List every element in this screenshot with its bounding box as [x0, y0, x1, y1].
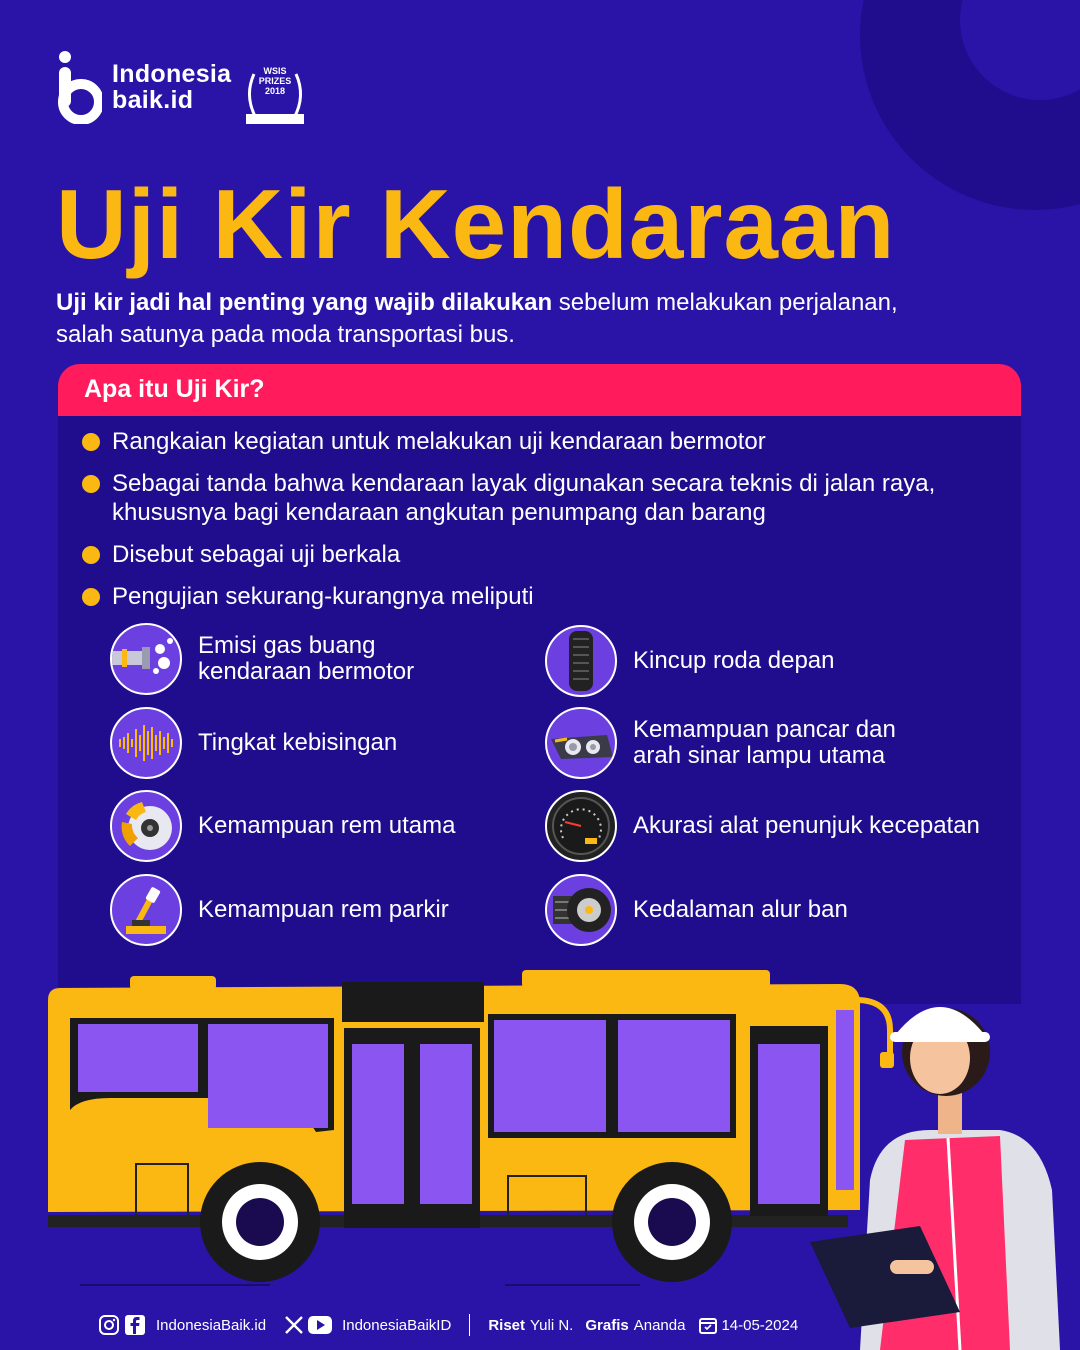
logo-text-line2: baik.id	[112, 86, 194, 114]
page-title: Uji Kir Kendaraan	[56, 169, 896, 279]
bullet-list	[82, 427, 1012, 624]
publish-date: 14-05-2024	[721, 1316, 799, 1334]
list-item: Rangkaian kegiatan untuk melakukan uji kendaraan bermotor	[82, 427, 1012, 456]
bullet-dot-icon	[82, 433, 100, 451]
list-item: Pengujian sekurang-kurangnya meliputi	[82, 582, 1012, 611]
footer-divider	[469, 1314, 470, 1336]
award-line-2: PRIZES	[258, 76, 292, 86]
intro-bold: Uji kir jadi hal penting yang wajib dilakukan	[56, 289, 553, 316]
graphic-label: Grafis	[585, 1316, 629, 1334]
indonesiabaik-logo-icon	[56, 50, 102, 124]
handbrake-icon	[110, 874, 182, 946]
test-item-emission	[110, 623, 458, 695]
list-item: Disebut sebagai uji berkala	[82, 540, 1012, 569]
soundwave-icon	[110, 707, 182, 779]
brake-disc-icon	[110, 790, 182, 862]
bullet-dot-icon	[82, 475, 100, 493]
intro-rest: sebelum melakukan perjalanan, salah satunya pada moda transportasi bus.	[56, 289, 898, 348]
award-line-4: WINNER	[256, 104, 294, 114]
panel-header	[58, 364, 1021, 416]
calendar-icon	[699, 1316, 717, 1334]
intro-text	[56, 287, 956, 351]
bullet-dot-icon	[82, 546, 100, 564]
test-item-noise	[110, 707, 397, 779]
headlamp-icon	[545, 707, 617, 779]
tire-tread-icon	[545, 874, 617, 946]
logo-text-line1: Indonesia	[112, 60, 232, 88]
test-item-wheel-toe	[545, 625, 835, 697]
test-label: Akurasi alat penunjuk kecepatan	[633, 812, 980, 839]
award-line-1: WSIS	[263, 66, 287, 76]
tire-icon	[545, 625, 617, 697]
instagram-icon[interactable]	[98, 1314, 120, 1336]
test-label: Emisi gas buang kendaraan bermotor	[198, 632, 415, 685]
award-site: www.wsis.org	[258, 114, 292, 120]
indonesiabaik-logo	[56, 50, 231, 124]
facebook-icon[interactable]	[124, 1314, 146, 1336]
test-label: Tingkat kebisingan	[198, 729, 398, 756]
list-item: Sebagai tanda bahwa kendaraan layak digunakan secara teknis di jalan raya, khususnya bagi kendaraan angkutan penumpang dan barang	[82, 469, 1012, 527]
wsis-award-badge	[242, 66, 308, 130]
test-label: Kedalaman alur ban	[633, 896, 848, 923]
bullet-dot-icon	[82, 588, 100, 606]
test-item-main-brake	[110, 790, 455, 862]
research-label: Riset	[488, 1316, 525, 1334]
test-item-headlamp	[545, 707, 923, 779]
test-item-speedometer	[545, 790, 980, 862]
test-item-parking-brake	[110, 874, 449, 946]
social-handle-2[interactable]: IndonesiaBaikID	[342, 1316, 452, 1334]
bus-illustration	[0, 960, 1080, 1350]
research-name: Yuli N.	[530, 1316, 574, 1334]
test-label: Kemampuan rem parkir	[198, 896, 449, 923]
test-item-tread-depth	[545, 874, 848, 946]
section-heading: Apa itu Uji Kir?	[84, 375, 265, 403]
speedometer-icon	[545, 790, 617, 862]
youtube-icon[interactable]	[308, 1316, 332, 1334]
social-handle[interactable]: IndonesiaBaik.id	[156, 1316, 267, 1334]
graphic-name: Ananda	[633, 1316, 686, 1334]
footer	[98, 1312, 798, 1338]
test-label: Kemampuan pancar dan arah sinar lampu utama	[633, 716, 896, 769]
exhaust-icon	[110, 623, 182, 695]
test-label: Kincup roda depan	[633, 647, 835, 674]
award-line-3: 2018	[264, 86, 286, 96]
x-icon[interactable]	[284, 1315, 304, 1335]
test-label: Kemampuan rem utama	[198, 812, 456, 839]
